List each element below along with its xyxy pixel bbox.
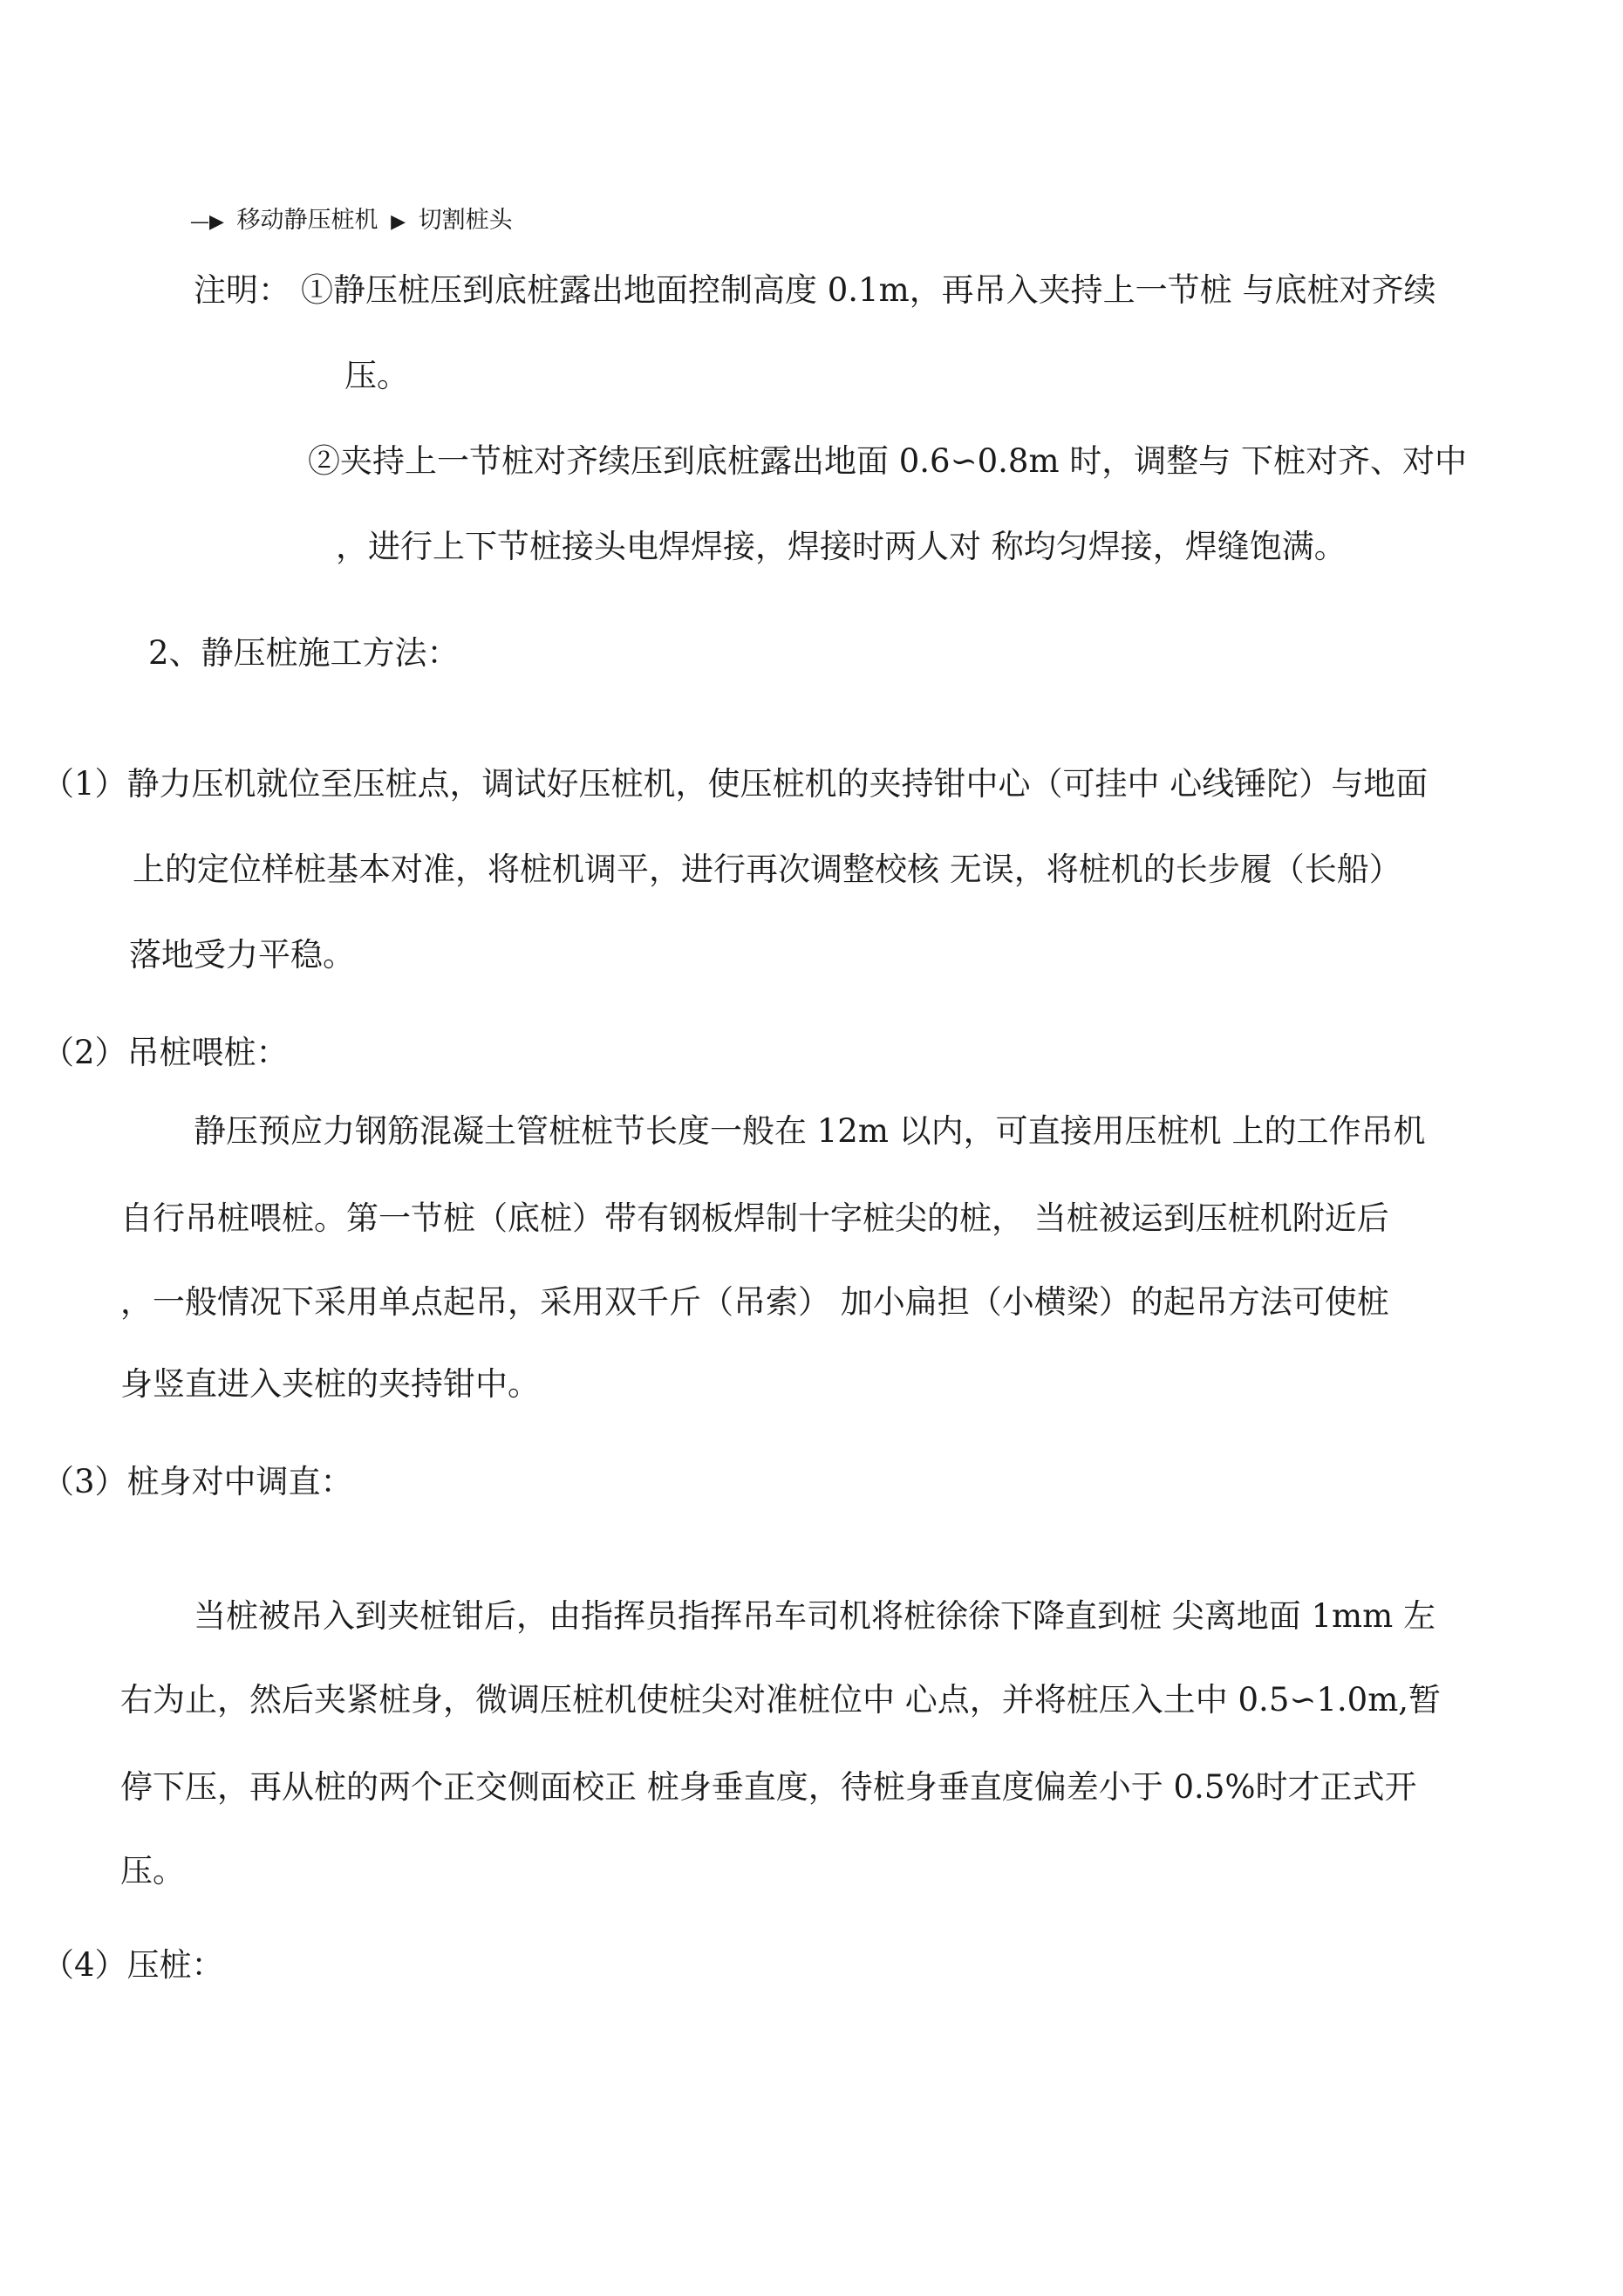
note-item1-line2: 压。 (344, 357, 409, 394)
para3-heading: （3）桩身对中调直： (42, 1463, 353, 1500)
section-heading: 2、静压桩施工方法： (148, 634, 460, 672)
para2-line4: 身竖直进入夹桩的夹持钳中。 (120, 1365, 540, 1403)
para2-line2: 自行吊桩喂桩。第一节桩（底桩）带有钢板焊制十字桩尖的桩， 当桩被运到压桩机附近后 (120, 1199, 1389, 1237)
para2-line1: 静压预应力钢筋混凝土管桩桩节长度一般在 12m 以内，可直接用压桩机 上的工作吊机 (194, 1112, 1426, 1150)
para1-line1: （1）静力压机就位至压桩点，调试好压桩机，使压桩机的夹持钳中心（可挂中 心线锤陀）与地面 (42, 765, 1429, 803)
flow-step-move: 移动静压桩机 (236, 207, 378, 234)
para3-line4: 压。 (120, 1852, 185, 1889)
para2-heading: （2）吊桩喂桩： (42, 1034, 289, 1071)
para3-line1: 当桩被吊入到夹桩钳后，由指挥员指挥吊车司机将桩徐徐下降直到桩 尖离地面 1mm 左 (194, 1597, 1435, 1635)
para2-line3: ，一般情况下采用单点起吊，采用双千斤（吊索） 加小扁担（小横梁）的起吊方法可使桩 (120, 1283, 1389, 1321)
para1-line2: 上的定位样桩基本对准，将桩机调平，进行再次调整校核 无误，将桩机的长步履（长船） (133, 851, 1401, 888)
para1-line3: 落地受力平稳。 (129, 936, 355, 974)
note-item2-line2: ，进行上下节桩接头电焊焊接，焊接时两人对 称均匀焊接，焊缝饱满。 (336, 528, 1347, 565)
para3-line3: 停下压，再从桩的两个正交侧面校正 桩身垂直度，待桩身垂直度偏差小于 0.5%时才正式开 (120, 1768, 1417, 1806)
para4-heading: （4）压桩： (42, 1946, 224, 1984)
para3-line2: 右为止，然后夹紧桩身，微调压桩机使桩尖对准桩位中 心点，并将桩压入土中 0.5∽1.0m,暂 (120, 1681, 1442, 1719)
note-item1-line1: ①静压桩压到底桩露出地面控制高度 0.1m，再吊入夹持上一节桩 与底桩对齐续 (301, 271, 1436, 309)
process-flow (190, 201, 518, 235)
flow-step-cut: 切割桩头 (418, 207, 513, 234)
note-item2-line1: ②夹持上一节桩对齐续压到底桩露出地面 0.6∽0.8m 时，调整与 下桩对齐、对中 (308, 442, 1468, 480)
flow-lead-arrow: —▶ (190, 211, 224, 233)
flow-arrow: ▶ (391, 211, 406, 233)
note-label: 注明： (194, 271, 290, 309)
